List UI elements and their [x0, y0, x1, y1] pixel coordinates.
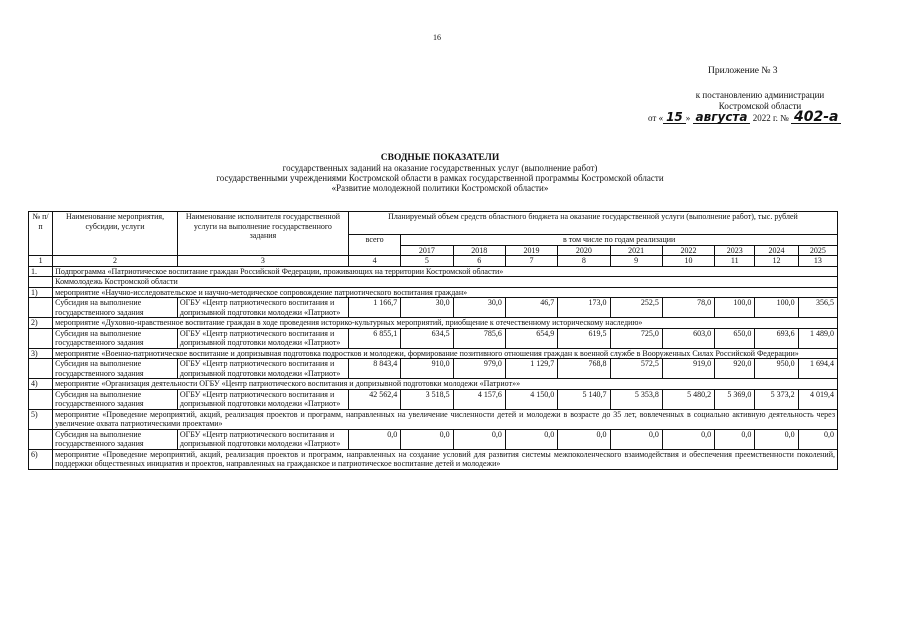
value-year: 572,5: [610, 359, 662, 379]
value-year: 920,0: [715, 359, 755, 379]
header-row-1: [29, 212, 838, 235]
executor-label: ОГБУ «Центр патриотического воспитания и допризывной подготовки молодежи «Патриот»: [177, 389, 348, 409]
subsidy-label: Субсидия на выполнение государственного задания: [53, 328, 178, 348]
value-year: 1 129,7: [505, 359, 557, 379]
subsidy-label: Субсидия на выполнение государственного задания: [53, 429, 178, 449]
value-year: 0,0: [610, 429, 662, 449]
value-total: 42 562,4: [348, 389, 400, 409]
header-year: 2018: [453, 245, 505, 256]
value-year: 654,9: [505, 328, 557, 348]
value-year: 100,0: [715, 298, 755, 318]
value-year: 46,7: [505, 298, 557, 318]
activity-num: 2): [29, 318, 53, 329]
column-number: 12: [755, 256, 798, 267]
executor-label: ОГБУ «Центр патриотического воспитания и допризывной подготовки молодежи «Патриот»: [177, 328, 348, 348]
column-number: 11: [715, 256, 755, 267]
appendix-label: Приложение № 3: [708, 66, 778, 76]
value-year: 3 518,5: [401, 389, 453, 409]
page-number: 16: [433, 33, 441, 42]
header-year: 2021: [610, 245, 662, 256]
header-executor: Наименование исполнителя государственной услуги на выполнение государственного задания: [177, 212, 348, 256]
activity-text: мероприятие «Научно-исследовательское и научно-методическое сопровождение патриотического воспитания граждан»: [53, 287, 838, 298]
value-year: 30,0: [401, 298, 453, 318]
header-year: 2024: [755, 245, 798, 256]
value-year: 5 480,2: [662, 389, 714, 409]
value-year: 5 140,7: [558, 389, 610, 409]
value-year: 910,0: [401, 359, 453, 379]
column-number: 4: [348, 256, 400, 267]
decree-line1: к постановлению администрации: [695, 90, 825, 100]
activity-num: 1): [29, 287, 53, 298]
value-year: 252,5: [610, 298, 662, 318]
activity-num: 5): [29, 409, 53, 429]
activity-text: мероприятие «Проведение мероприятий, акций, реализация проектов и программ, направленных на создание условий для развития системы межпоколенческого взаимодействия и обеспечения преемственности поколений, поддержки общественных инициатив и проектов, направленных на гражданское и патриотическое воспитание детей и молодежи»: [53, 449, 838, 469]
value-year: 919,0: [662, 359, 714, 379]
header-by-years: в том числе по годам реализации: [401, 235, 838, 246]
value-total: 6 855,1: [348, 328, 400, 348]
value-year: 0,0: [662, 429, 714, 449]
value-year: 0,0: [505, 429, 557, 449]
value-year: 0,0: [715, 429, 755, 449]
decree-line2: Костромской области: [718, 101, 802, 111]
subsidy-num-empty: [29, 359, 53, 379]
subsidy-row: [29, 298, 838, 318]
subsidy-row: [29, 429, 838, 449]
column-number: 3: [177, 256, 348, 267]
value-year: 619,5: [558, 328, 610, 348]
agency-num-empty: [29, 277, 53, 288]
column-numbers-row: [29, 256, 838, 267]
header-year: 2025: [798, 245, 837, 256]
header-total: всего: [348, 235, 400, 256]
title-main: СВОДНЫЕ ПОКАЗАТЕЛИ: [380, 153, 500, 163]
agency-text: Коммолодежь Костромской области: [53, 277, 838, 288]
activity-num: 4): [29, 379, 53, 390]
subsidy-row: [29, 389, 838, 409]
activity-text: мероприятие «Организация деятельности ОГБУ «Центр патриотического воспитания и допризывной подготовки молодежи «Патриот»»: [53, 379, 838, 390]
column-number: 9: [610, 256, 662, 267]
value-year: 950,0: [755, 359, 798, 379]
subsidy-num-empty: [29, 328, 53, 348]
value-year: 4 019,4: [798, 389, 837, 409]
header-year: 2020: [558, 245, 610, 256]
activity-num: 6): [29, 449, 53, 469]
value-year: 356,5: [798, 298, 837, 318]
decree-day: 15: [663, 112, 686, 124]
value-year: 979,0: [453, 359, 505, 379]
header-year: 2019: [505, 245, 557, 256]
column-number: 1: [29, 256, 53, 267]
value-year: 78,0: [662, 298, 714, 318]
column-number: 7: [505, 256, 557, 267]
value-year: 0,0: [755, 429, 798, 449]
subsidy-label: Субсидия на выполнение государственного задания: [53, 389, 178, 409]
executor-label: ОГБУ «Центр патриотического воспитания и допризывной подготовки молодежи «Патриот»: [177, 429, 348, 449]
subsidy-row: [29, 359, 838, 379]
value-total: 8 843,4: [348, 359, 400, 379]
value-year: 5 353,8: [610, 389, 662, 409]
decree-line3: от « 15 » августа 2022 г. № 402-а: [640, 112, 880, 124]
value-year: 100,0: [755, 298, 798, 318]
executor-label: ОГБУ «Центр патриотического воспитания и допризывной подготовки молодежи «Патриот»: [177, 298, 348, 318]
value-year: 785,6: [453, 328, 505, 348]
value-year: 5 373,2: [755, 389, 798, 409]
value-year: 0,0: [401, 429, 453, 449]
subsidy-num-empty: [29, 389, 53, 409]
value-year: 0,0: [798, 429, 837, 449]
header-year: 2017: [401, 245, 453, 256]
column-number: 6: [453, 256, 505, 267]
value-year: 0,0: [558, 429, 610, 449]
header-planned: Планируемый объем средств областного бюджета на оказание государственной услуги (выполнение работ), тыс. рублей: [348, 212, 837, 235]
activity-row: [29, 409, 838, 429]
value-year: 603,0: [662, 328, 714, 348]
indicators-table: [28, 211, 838, 470]
value-year: 5 369,0: [715, 389, 755, 409]
value-year: 173,0: [558, 298, 610, 318]
activity-text: мероприятие «Военно-патриотическое воспитание и допризывная подготовка подростков и молодежи, формирование позитивного отношения граждан к военной службе в Вооруженных Силах Российской Федерации»: [53, 348, 838, 359]
value-year: 4 157,6: [453, 389, 505, 409]
value-year: 1 694,4: [798, 359, 837, 379]
subsidy-label: Субсидия на выполнение государственного задания: [53, 298, 178, 318]
header-year: 2023: [715, 245, 755, 256]
value-year: 1 489,0: [798, 328, 837, 348]
subprogram-text: Подпрограмма «Патриотическое воспитание граждан Российской Федерации, проживающих на территории Костромской области»: [53, 266, 838, 277]
activity-row: [29, 318, 838, 329]
value-year: 725,0: [610, 328, 662, 348]
value-year: 650,0: [715, 328, 755, 348]
document-title: [150, 153, 730, 193]
subsidy-num-empty: [29, 298, 53, 318]
decree-number: 402-а: [791, 112, 841, 124]
activity-row: [29, 449, 838, 469]
column-number: 10: [662, 256, 714, 267]
decree-from: от «: [648, 113, 664, 123]
column-number: 5: [401, 256, 453, 267]
subsidy-num-empty: [29, 429, 53, 449]
activity-row: [29, 348, 838, 359]
title-line2: государственных заданий на оказание государственных услуг (выполнение работ): [282, 163, 598, 173]
value-year: 4 150,0: [505, 389, 557, 409]
value-year: 0,0: [453, 429, 505, 449]
value-year: 634,5: [401, 328, 453, 348]
decree-reference: [640, 90, 880, 124]
decree-month: августа: [693, 112, 751, 124]
column-number: 13: [798, 256, 837, 267]
executor-label: ОГБУ «Центр патриотического воспитания и допризывной подготовки молодежи «Патриот»: [177, 359, 348, 379]
value-year: 768,8: [558, 359, 610, 379]
agency-row: [29, 277, 838, 288]
header-year: 2022: [662, 245, 714, 256]
activity-row: [29, 379, 838, 390]
decree-year: 2022 г. №: [752, 113, 789, 123]
subsidy-label: Субсидия на выполнение государственного задания: [53, 359, 178, 379]
subprogram-row: [29, 266, 838, 277]
column-number: 2: [53, 256, 178, 267]
header-num: № п/п: [29, 212, 53, 256]
header-name: Наименование мероприятия, субсидии, услуги: [53, 212, 178, 256]
activity-text: мероприятие «Проведение мероприятий, акций, реализация проектов и программ, направленных на увеличение численности детей и молодежи в возрасте до 35 лет, вовлеченных в социально активную деятельность через увеличение охвата патриотическими проектами»: [53, 409, 838, 429]
subsidy-row: [29, 328, 838, 348]
column-number: 8: [558, 256, 610, 267]
title-line3: государственными учреждениями Костромской области в рамках государственной программы Костромской области: [216, 173, 664, 183]
value-year: 693,6: [755, 328, 798, 348]
subprogram-num: 1.: [29, 266, 53, 277]
title-line4: «Развитие молодежной политики Костромской области»: [331, 183, 549, 193]
activity-num: 3): [29, 348, 53, 359]
activity-row: [29, 287, 838, 298]
value-total: 1 166,7: [348, 298, 400, 318]
value-year: 30,0: [453, 298, 505, 318]
activity-text: мероприятие «Духовно-нравственное воспитание граждан в ходе проведения историко-культурных мероприятий, приобщение к отечественному историческому наследию»: [53, 318, 838, 329]
value-total: 0,0: [348, 429, 400, 449]
